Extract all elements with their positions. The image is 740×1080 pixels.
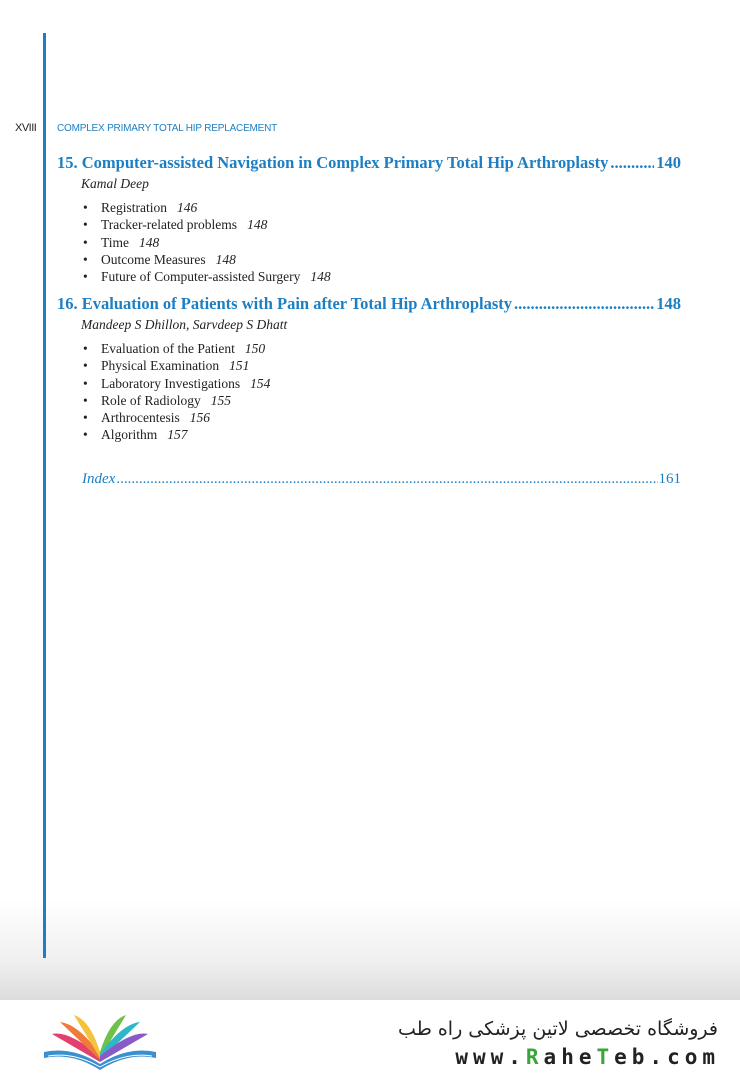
topic-item bbox=[83, 426, 681, 443]
chapter-page: 140 bbox=[656, 153, 681, 172]
page-number: XVIII bbox=[15, 122, 37, 134]
site-suffix: eb.com bbox=[614, 1045, 720, 1069]
topic-item bbox=[83, 392, 681, 409]
store-banner bbox=[0, 1000, 740, 1080]
topic-item bbox=[83, 268, 681, 285]
topic-page: 148 bbox=[215, 251, 236, 267]
running-head: COMPLEX PRIMARY TOTAL HIP REPLACEMENT bbox=[57, 123, 278, 134]
index-page: 161 bbox=[658, 471, 681, 487]
topic-page: 151 bbox=[229, 358, 250, 374]
chapter-title: 16. Evaluation of Patients with Pain after Total Hip Arthroplasty bbox=[57, 294, 513, 313]
topic-label: Arthrocentesis bbox=[101, 410, 180, 426]
topic-page: 154 bbox=[250, 375, 271, 391]
topic-item bbox=[83, 375, 681, 392]
topic-label: Algorithm bbox=[101, 427, 158, 443]
site-letter-r: R bbox=[525, 1045, 544, 1069]
margin-rule bbox=[43, 33, 46, 958]
topic-list bbox=[83, 340, 681, 444]
topic-label: Registration bbox=[101, 200, 167, 215]
topic-list bbox=[83, 199, 681, 285]
topic-page: 155 bbox=[210, 392, 231, 408]
topic-label: Tracker-related problems bbox=[101, 217, 238, 233]
open-book-logo-icon bbox=[38, 1012, 162, 1070]
site-prefix: www. bbox=[455, 1045, 526, 1069]
leader-dots bbox=[610, 153, 654, 173]
chapter-15 bbox=[57, 153, 681, 285]
topic-label: Time bbox=[101, 234, 130, 250]
chapter-16 bbox=[57, 294, 681, 444]
topic-page: 148 bbox=[247, 217, 268, 233]
topic-label: Evaluation of the Patient bbox=[101, 341, 235, 356]
topic-page: 156 bbox=[189, 410, 210, 426]
topic-item bbox=[83, 216, 681, 233]
topic-item bbox=[83, 409, 681, 426]
index-entry bbox=[82, 471, 681, 488]
topic-label: Laboratory Investigations bbox=[101, 375, 241, 391]
chapter-author: Mandeep S Dhillon, Sarvdeep S Dhatt bbox=[81, 317, 288, 332]
topic-page: 148 bbox=[139, 234, 160, 250]
site-mid: ahe bbox=[543, 1045, 597, 1069]
topic-label: Physical Examination bbox=[101, 358, 220, 374]
store-name: فروشگاه تخصصی لاتین پزشکی راه طب bbox=[398, 1018, 718, 1040]
chapter-title-row bbox=[57, 153, 681, 173]
topic-page: 150 bbox=[244, 341, 266, 356]
topic-label: Outcome Measures bbox=[101, 251, 206, 267]
topic-item bbox=[83, 251, 681, 268]
topic-page: 148 bbox=[310, 269, 331, 285]
topic-page: 157 bbox=[167, 427, 188, 443]
topic-label: Role of Radiology bbox=[101, 392, 201, 408]
topic-item bbox=[83, 199, 681, 216]
leader-dots bbox=[116, 471, 657, 488]
index-label: Index bbox=[82, 471, 116, 487]
store-website bbox=[455, 1045, 720, 1069]
leader-dots bbox=[514, 294, 654, 314]
site-letter-t: T bbox=[596, 1045, 615, 1069]
topic-item bbox=[83, 234, 681, 251]
chapter-author: Kamal Deep bbox=[81, 176, 149, 191]
chapter-page: 148 bbox=[656, 294, 681, 313]
topic-label: Future of Computer-assisted Surgery bbox=[101, 269, 301, 285]
topic-item bbox=[83, 357, 681, 374]
chapter-title-row bbox=[57, 294, 681, 314]
topic-item bbox=[83, 340, 681, 357]
topic-page: 146 bbox=[177, 200, 198, 215]
chapter-title: 15. Computer-assisted Navigation in Complex Primary Total Hip Arthroplasty bbox=[57, 153, 609, 172]
